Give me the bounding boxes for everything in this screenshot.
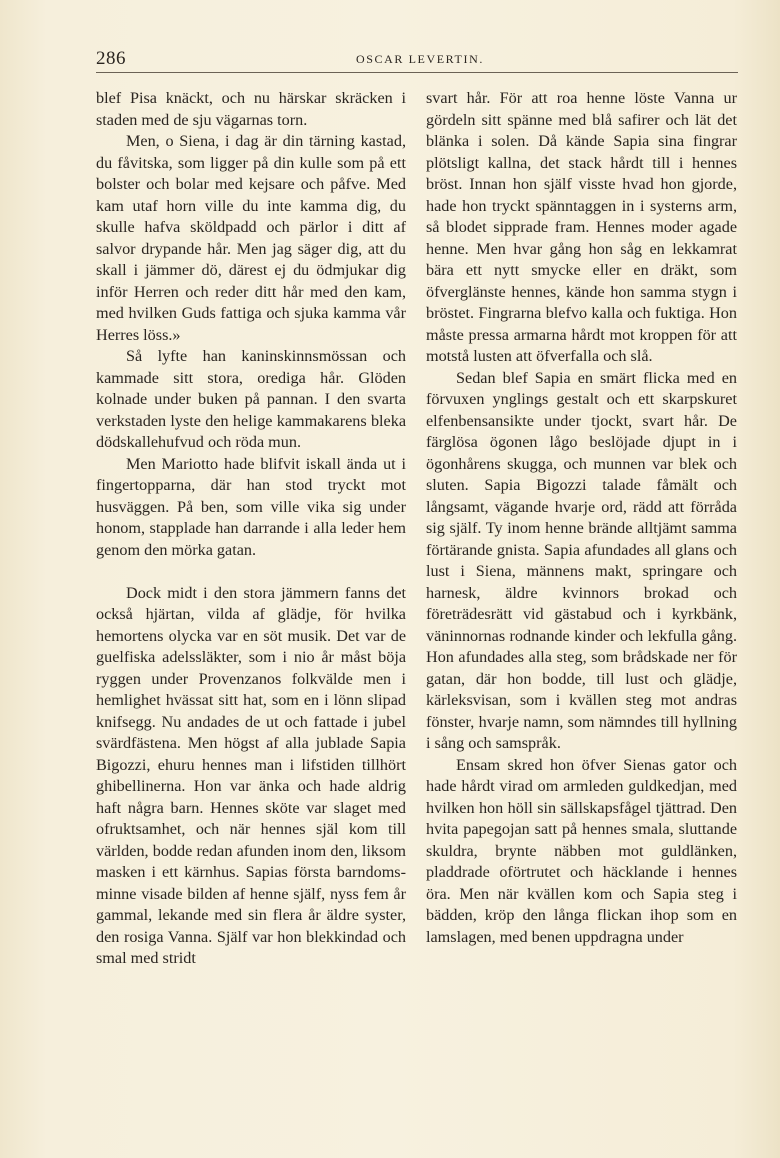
header-rule bbox=[96, 72, 738, 73]
paragraph: Men Mariotto hade blifvit iskall ända ut i fingertopparna, där han stod tryckt mot husväggen. På ben, som ville vika sig under honom, stapplade han darrande i alla leder hem genom den mörka gatan. bbox=[96, 454, 406, 559]
paragraph: Men, o Siena, i dag är din tärning kastad, du fåvitska, som ligger på din kulle som på ett bolster och bolar med kejsare och påfve. Med kam utaf horn ville du inte kamma dig, du skulle hafva sköldpadd och pärlor i ditt af salvor drypande hår. Men jag säger dig, att du skall i jämmer dö, därest ej du ödmjukar dig inför Herren och reder ditt hår med den kam, med hvilken Guds fattiga och sjuka kamma vår Herres löss.» bbox=[96, 132, 406, 344]
right-column bbox=[426, 88, 737, 948]
paragraph: Sedan blef Sapia en smärt flicka med en förvuxen ynglings gestalt och ett skarpskuret elfenbensansikte under tjockt, svart hår. De färglösa ögonen lågo beslöjade djupt in i ögonhårens skugga, och munnen var blek och sluten. Sapia Bigozzi talade fåmält och långsamt, vägande hvarje ord, rädd att förråda sig själf. Ty inom henne brände alltjämt samma förtärande gnista. Sapia afundades all glans och lust i Siena, männens makt, springare och harnesk, äldre kvinnors brokad och företrädesrätt vid gästabud och i kyrkbänk, väninnornas rodnande kinder och lekfulla gång. Hon afundades alla steg, som brådskade ner för gatan, där hon bodde, till lust och glädje, kärleksvisan, som i kvällen steg mot andras fönster, hvarje namn, som nämndes till hyllning i sång och samspråk. bbox=[426, 368, 737, 752]
paragraph: Så lyfte han kaninskinnsmössan och kammade sitt stora, orediga hår. Glöden kolnade under buken på pannan. I den svarta verkstaden lyste den helige kammakarens bleka dödskallehufvud och röda mun. bbox=[96, 347, 406, 451]
paragraph: blef Pisa knäckt, och nu härskar skräcken i staden med de sju vägarnas torn. bbox=[96, 89, 406, 129]
page-header bbox=[96, 48, 738, 72]
page-number: 286 bbox=[96, 48, 126, 69]
running-head: OSCAR LEVERTIN. bbox=[356, 52, 484, 66]
paragraph: Dock midt i den stora jämmern fanns det också hjärtan, vilda af glädje, för hvilka hemortens olycka var en söt musik. Det var de guelfiska adelssläkter, som i nio år måst böja ryggen under Provenzanos folkvälde men i hemlighet hvässat sitt hat, som en i lönn slipad knifsegg. Nu andades de ut och fattade i jubel svärdfästena. Men högst af alla jublade Sapia Bigozzi, ehuru hennes man i lifstiden tillhört ghibellinerna. Hon var änka och hade aldrig haft några barn. Hennes sköte var slaget med ofruktsamhet, och när hennes själ kom till världen, bodde redan afunden inom den, liksom masken i ett kärnhus. Sapias första barndomsminne visade bilden af henne själf, nyss fem år gammal, lekande med sin flera år äldre syster, den rosiga Vanna. Själf var hon blekkindad och smal med stridt bbox=[96, 583, 406, 967]
left-column bbox=[96, 88, 406, 970]
paragraph: Ensam skred hon öfver Sienas gator och hade hårdt virad om armleden guldkedjan, med hvilken hon höll sin sällskapsfågel tjättrad. Den hvita papegojan satt på hennes smala, sluttande skuldra, brynte näbben mot guldlänken, pladdrade oförtrutet och häcklande i hennes öra. Men när kvällen kom och Sapia steg i bädden, kröp den långa flickan ihop som en lamslagen, med benen uppdragna under bbox=[426, 755, 737, 946]
paragraph: svart hår. För att roa henne löste Vanna ur gördeln sitt spänne med blå safirer och lät det blänka i solen. Då kände Sapia sina fingrar plötsligt kallna, det stack hårdt till i hennes bröst. Innan hon själf visste hvad hon gjorde, hade hon tryckt spänntaggen in i systerns arm, så blodet sipprade fram. Hennes moder agade henne. Men hvar gång hon såg en lekkamrat bära ett nytt smycke eller en dräkt, som öfverglänste hennes, kände hon samma stygn i bröstet. Fingrarna blefvo kalla och fuktiga. Hon måste pressa armarna hårdt mot kroppen för att motstå lusten att öfverfalla och slå. bbox=[426, 89, 737, 365]
